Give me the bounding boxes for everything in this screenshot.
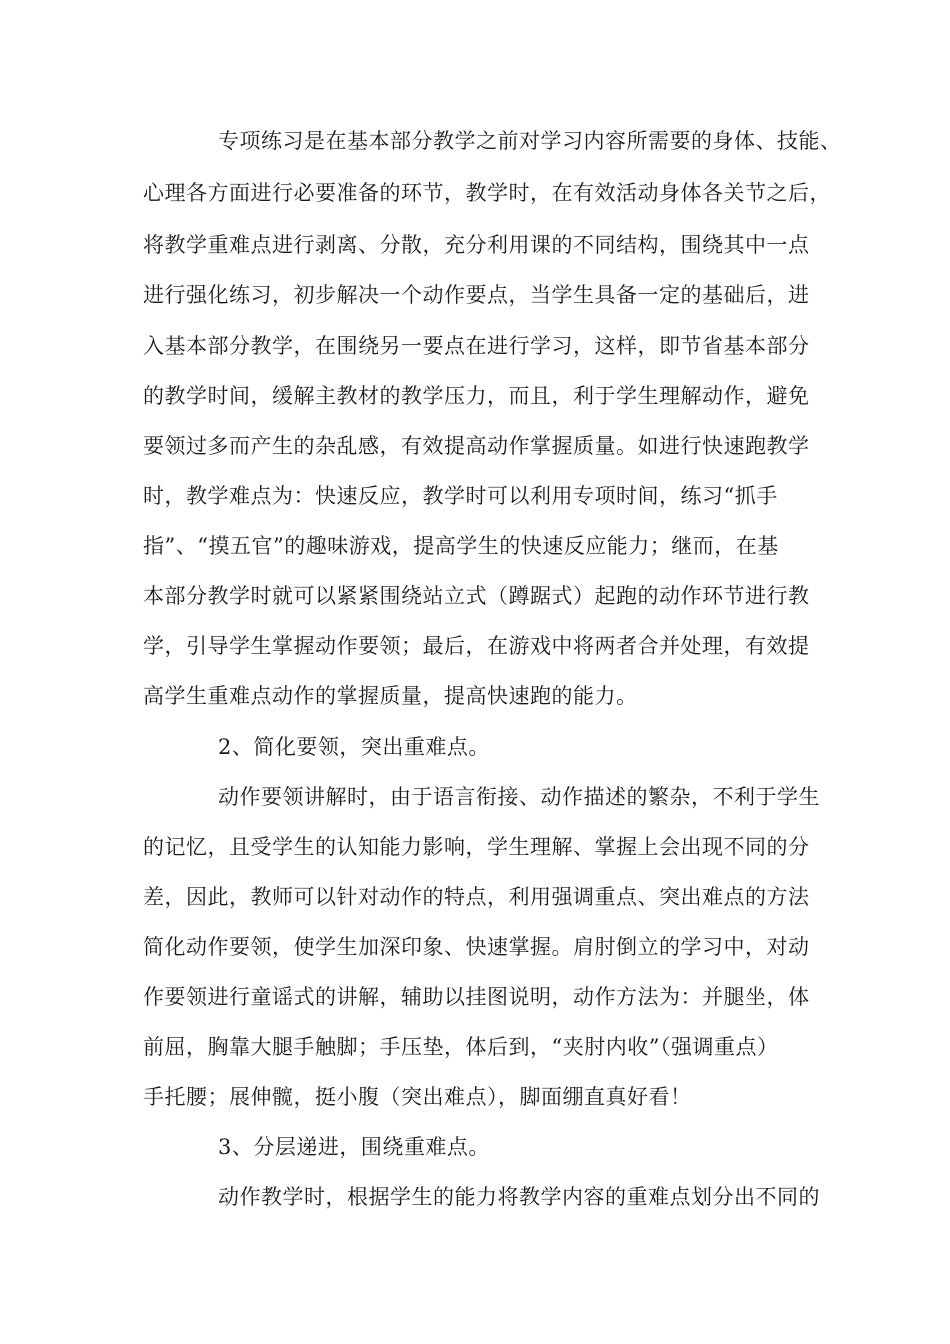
text-line: 的教学时间，缓解主教材的教学压力，而且，利于学生理解动作，避免	[143, 384, 810, 408]
text-line: 本部分教学时就可以紧紧围绕站立式（蹲踞式）起跑的动作环节进行教	[143, 584, 810, 608]
text-line: 手托腰；展伸髋，挺小腹（突出难点），脚面绷直真好看！	[143, 1085, 692, 1109]
text-line: 心理各方面进行必要准备的环节，教学时，在有效活动身体各关节之后，	[143, 181, 831, 205]
text-line: 时，教学难点为：快速反应，教学时可以利用专项时间，练习“抓手	[143, 484, 778, 508]
text-line: 作要领进行童谣式的讲解，辅助以挂图说明，动作方法为：并腿坐，体	[143, 985, 810, 1009]
text-line: 动作教学时，根据学生的能力将教学内容的重难点划分出不同的	[218, 1185, 820, 1209]
text-line: 差，因此，教师可以针对动作的特点，利用强调重点、突出难点的方法	[143, 885, 810, 909]
text-line: 动作要领讲解时，由于语言衔接、动作描述的繁杂，不利于学生	[218, 785, 820, 809]
text-line: 高学生重难点动作的掌握质量，提高快速跑的能力。	[143, 684, 638, 708]
section-heading: 3、分层递进，围绕重难点。	[218, 1135, 490, 1159]
text-line: 简化动作要领，使学生加深印象、快速掌握。肩肘倒立的学习中，对动	[143, 935, 810, 959]
text-line: 指”、“摸五官”的趣味游戏，提高学生的快速反应能力；继而，在基	[143, 534, 779, 558]
text-line: 入基本部分教学，在围绕另一要点在进行学习，这样，即节省基本部分	[143, 334, 810, 358]
text-line: 的记忆，且受学生的认知能力影响，学生理解、掌握上会出现不同的分	[143, 835, 810, 859]
text-line: 前屈，胸靠大腿手触脚；手压垫，体后到，“夹肘内收”（强调重点）	[143, 1035, 779, 1059]
section-heading: 2、简化要领，突出重难点。	[218, 735, 490, 759]
text-line: 学，引导学生掌握动作要领；最后，在游戏中将两者合并处理，有效提	[143, 634, 810, 658]
text-line: 专项练习是在基本部分教学之前对学习内容所需要的身体、技能、	[218, 129, 842, 153]
text-line: 要领过多而产生的杂乱感，有效提高动作掌握质量。如进行快速跑教学	[143, 434, 810, 458]
text-line: 进行强化练习，初步解决一个动作要点，当学生具备一定的基础后，进	[143, 283, 810, 307]
text-line: 将教学重难点进行剥离、分散，充分利用课的不同结构，围绕其中一点	[143, 233, 810, 257]
